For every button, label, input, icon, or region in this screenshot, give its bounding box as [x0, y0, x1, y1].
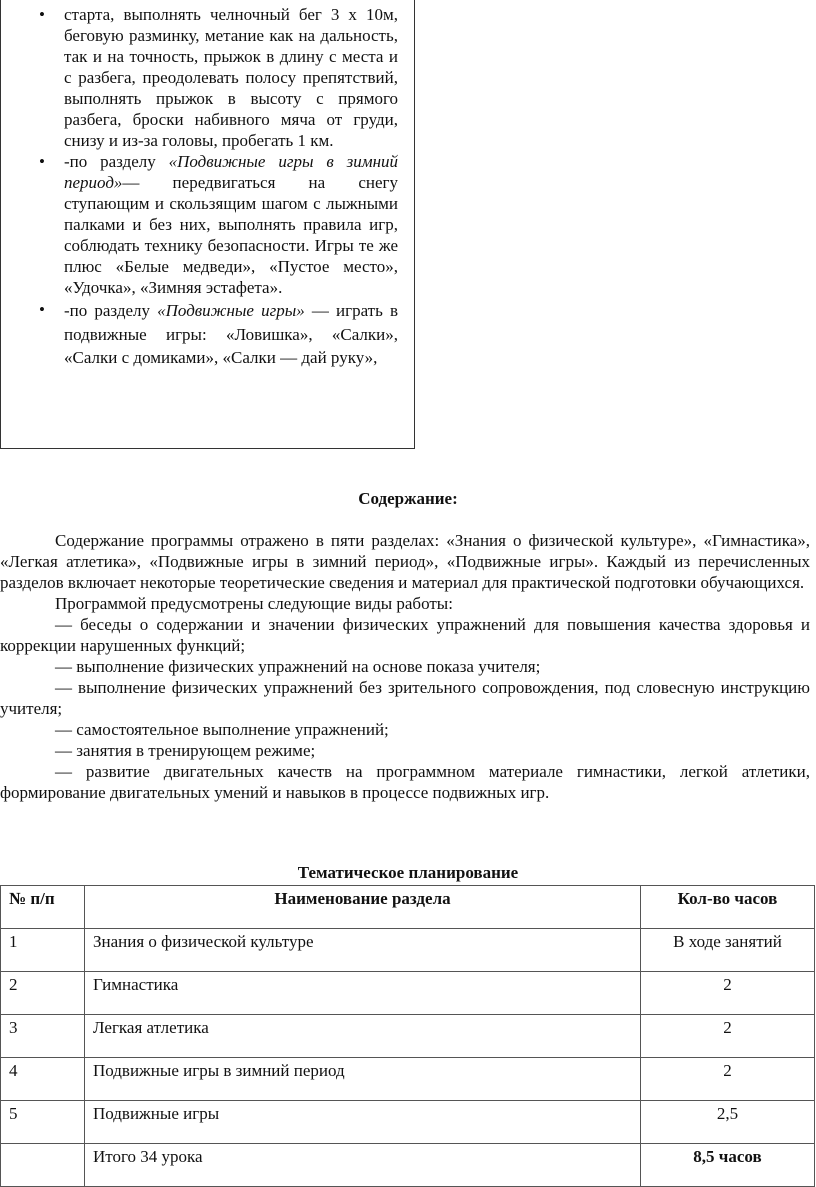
work-type-item: — занятия в тренирующем режиме;: [55, 741, 316, 760]
header-hours: Кол-во часов: [641, 886, 815, 929]
header-section-name: Наименование раздела: [85, 886, 641, 929]
item-text: -по разделу: [64, 301, 158, 320]
work-type-item: — выполнение физических упражнений на основе показа учителя;: [55, 657, 541, 676]
row-number: 2: [1, 972, 85, 1015]
table-row: [1, 1058, 815, 1101]
row-section-name: Легкая атлетика: [85, 1015, 641, 1058]
work-type-item: — выполнение физических упражнений без зрительного сопровождения, под словесную инструкцию учителя;: [0, 678, 810, 718]
table-title: Тематическое планирование: [297, 863, 519, 882]
work-type-item: — самостоятельное выполнение упражнений;: [55, 720, 389, 739]
table-row: [1, 1015, 815, 1058]
bullet-icon: •: [39, 152, 45, 171]
bullet-icon: •: [39, 5, 45, 24]
section-name: «Подвижные игры»: [157, 301, 305, 320]
row-hours: 2: [641, 1058, 815, 1101]
row-number: 5: [1, 1101, 85, 1144]
item-text: -по разделу: [64, 152, 169, 171]
table-row: [1, 929, 815, 972]
work-type-item: — развитие двигательных качеств на программном материале гимнастики, легкой атлетики, формирование двигательных умений и навыков в процессе подвижных игр.: [0, 762, 810, 802]
row-section-name: Знания о физической культуре: [85, 929, 641, 972]
work-type-item: — беседы о содержании и значении физических упражнений для повышения качества здоровья и коррекции нарушенных функций;: [0, 615, 810, 655]
list-item: [39, 298, 399, 370]
row-section-name: Подвижные игры в зимний период: [85, 1058, 641, 1101]
row-hours: 8,5 часов: [641, 1144, 815, 1187]
item-text: — передвигаться на снегу ступающим и скользящим шагом с лыжными палками и без них, выполнять правила игр, соблюдать технику безопасности. Игры те же плюс «Белые медведи», «Пустое место», «Удочка», «Зимняя эстафета».: [64, 173, 398, 297]
table-header-row: [1, 886, 815, 929]
work-types-intro: Программой предусмотрены следующие виды работы:: [55, 594, 453, 613]
header-number: № п/п: [1, 886, 85, 929]
section-name: «Подвижные игры в зимний период»: [64, 152, 398, 192]
row-hours: В ходе занятий: [641, 929, 815, 972]
content-heading: Содержание:: [358, 489, 458, 508]
requirements-list: [1, 0, 414, 370]
content-section: [0, 530, 810, 803]
row-hours: 2,5: [641, 1101, 815, 1144]
row-section-name: Итого 34 урока: [85, 1144, 641, 1187]
thematic-plan-table: [0, 885, 815, 1187]
table-row: [1, 1144, 815, 1187]
item-text: старта, выполнять челночный бег 3 х 10м, беговую разминку, метание как на дальность, так и на точность, прыжок в длину с места и с разбега, преодолевать полосу препятствий, выполнять прыжок в высоту с прямого разбега, броски набивного мяча от груди, снизу и из-за головы, пробегать 1 км.: [64, 5, 398, 150]
bullet-icon: •: [39, 300, 45, 319]
row-number: [1, 1144, 85, 1187]
row-number: 1: [1, 929, 85, 972]
row-number: 3: [1, 1015, 85, 1058]
item-text: — играть в подвижные игры: «Ловишка», «Салки», «Салки с домиками», «Салки — дай руку»,: [64, 301, 399, 367]
table-row: [1, 1101, 815, 1144]
list-item: [39, 151, 398, 298]
row-section-name: Подвижные игры: [85, 1101, 641, 1144]
row-number: 4: [1, 1058, 85, 1101]
row-hours: 2: [641, 1015, 815, 1058]
table-row: [1, 972, 815, 1015]
requirements-box: [0, 0, 415, 449]
content-paragraph: Содержание программы отражено в пяти разделах: «Знания о физической культуре», «Гимнастика», «Легкая атлетика», «Подвижные игры в зимний период», «Подвижные игры». Каждый из перечисленных разделов включает некоторые теоретические сведения и материал для практической подготовки обучающихся.: [0, 531, 810, 592]
row-hours: 2: [641, 972, 815, 1015]
list-item: [39, 4, 398, 151]
row-section-name: Гимнастика: [85, 972, 641, 1015]
